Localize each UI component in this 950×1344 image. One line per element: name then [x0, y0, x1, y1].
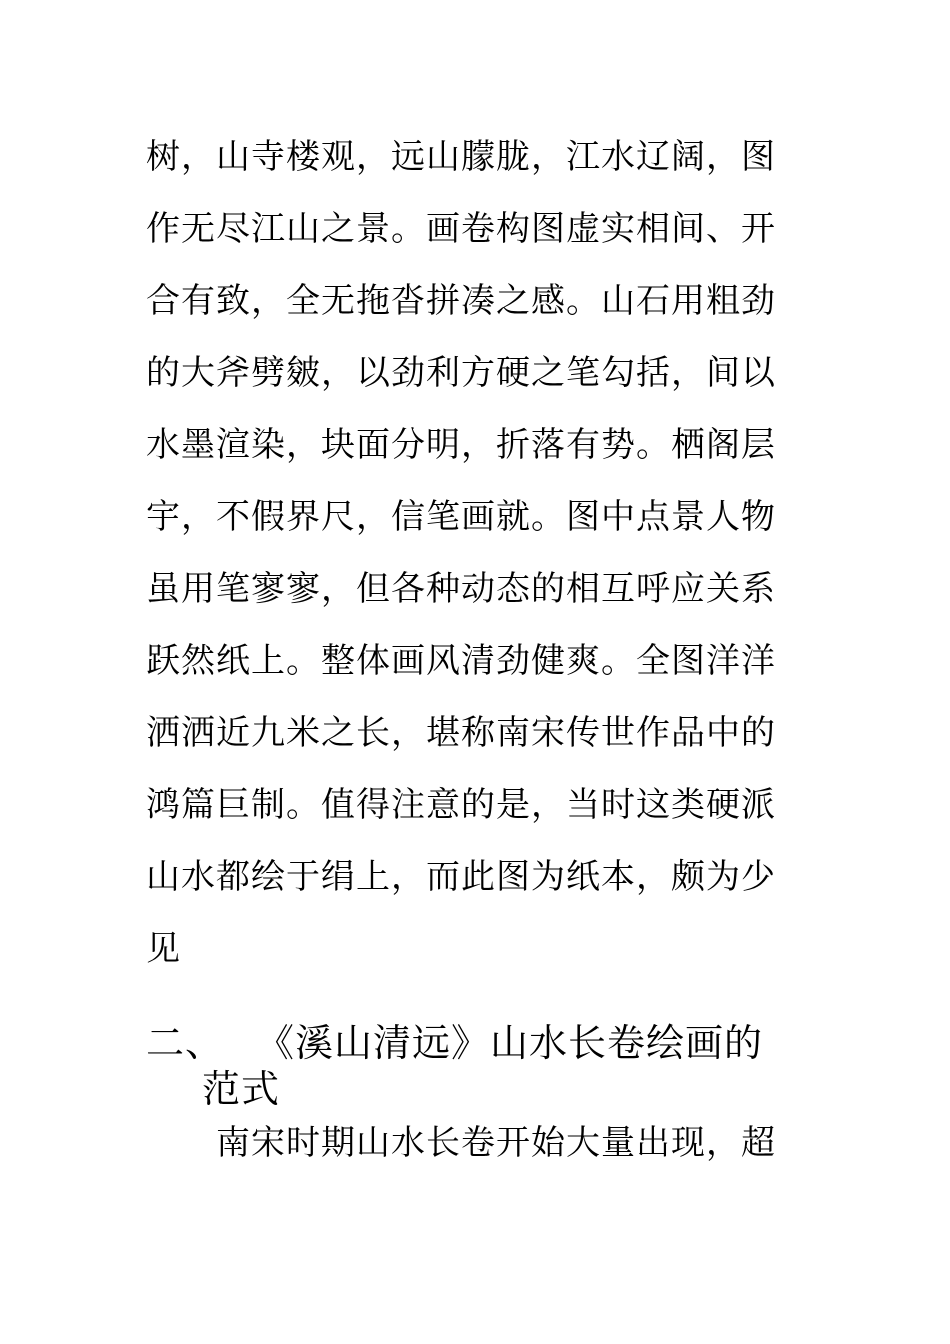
- section-heading: [146, 1020, 814, 1112]
- text-line: 宇，不假界尺，信笔画就。图中点景人物: [146, 497, 776, 537]
- heading-number: 二、: [146, 1021, 225, 1065]
- text-line: 见: [146, 929, 181, 969]
- text-line: 的大斧劈皴，以劲利方硬之笔勾括，间以: [146, 353, 776, 393]
- text-line: 树，山寺楼观，远山朦胧，江水辽阔，图: [146, 137, 776, 177]
- text-line: 跃然纸上。整体画风清劲健爽。全图洋洋: [146, 641, 776, 681]
- heading-row-1: [146, 1020, 814, 1066]
- heading-title-line-2: 范式: [202, 1067, 281, 1111]
- body-paragraph-2-first-line: 南宋时期山水长卷开始大量出现，超: [216, 1123, 776, 1163]
- text-line: 合有致，全无拖沓拼凑之感。山石用粗劲: [146, 281, 776, 321]
- text-line: 鸿篇巨制。值得注意的是，当时这类硬派: [146, 785, 776, 825]
- heading-title-line-1: 《溪山清远》山水长卷绘画的: [256, 1021, 764, 1065]
- text-line: 虽用笔寥寥，但各种动态的相互呼应关系: [146, 569, 776, 609]
- text-line: 山水都绘于绢上，而此图为纸本，颇为少: [146, 857, 776, 897]
- text-line: 洒洒近九米之长，堪称南宋传世作品中的: [146, 713, 776, 753]
- body-paragraph: [146, 121, 814, 985]
- text-line: 作无尽江山之景。画卷构图虚实相间、开: [146, 209, 776, 249]
- text-line: 水墨渲染，块面分明，折落有势。栖阁层: [146, 425, 776, 465]
